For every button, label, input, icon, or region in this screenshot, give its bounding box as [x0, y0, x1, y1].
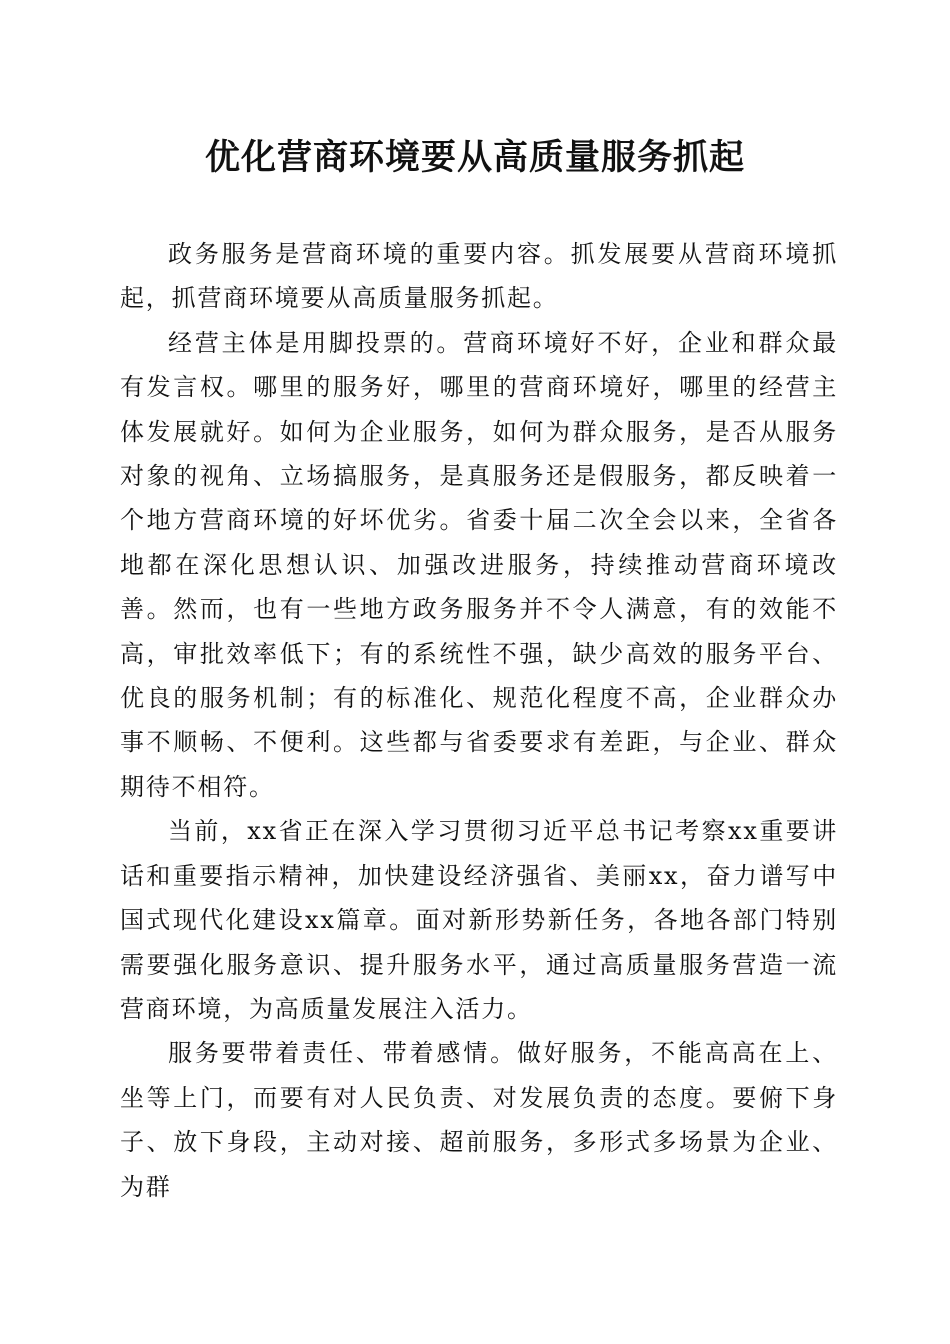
paragraph-4: 服务要带着责任、带着感情。做好服务，不能高高在上、坐等上门，而要有对人民负责、对发展负责的态度。要俯下身子、放下身段，主动对接、超前服务，多形式多场景为企业、为群	[120, 1039, 838, 1201]
paragraph-1: 政务服务是营商环境的重要内容。抓发展要从营商环境抓起，抓营商环境要从高质量服务抓起。	[120, 240, 838, 313]
document-body	[120, 232, 838, 1209]
paragraph-3: 当前，xx省正在深入学习贯彻习近平总书记考察xx重要讲话和重要指示精神，加快建设经济强省、美丽xx，奋力谱写中国式现代化建设xx篇章。面对新形势新任务，各地各部门特别需要强化服务意识、提升服务水平，通过高质量服务营造一流营商环境，为高质量发展注入活力。	[120, 817, 838, 1023]
document-title: 优化营商环境要从高质量服务抓起	[204, 137, 745, 178]
paragraph-2: 经营主体是用脚投票的。营商环境好不好，企业和群众最有发言权。哪里的服务好，哪里的营商环境好，哪里的经营主体发展就好。如何为企业服务，如何为群众服务，是否从服务对象的视角、立场搞服务，是真服务还是假服务，都反映着一个地方营商环境的好坏优劣。省委十届二次全会以来，全省各地都在深化思想认识、加强改进服务，持续推动营商环境改善。然而，也有一些地方政务服务并不令人满意，有的效能不高，审批效率低下；有的系统性不强，缺少高效的服务平台、优良的服务机制；有的标准化、规范化程度不高，企业群众办事不顺畅、不便利。这些都与省委要求有差距，与企业、群众期待不相符。	[120, 328, 838, 801]
